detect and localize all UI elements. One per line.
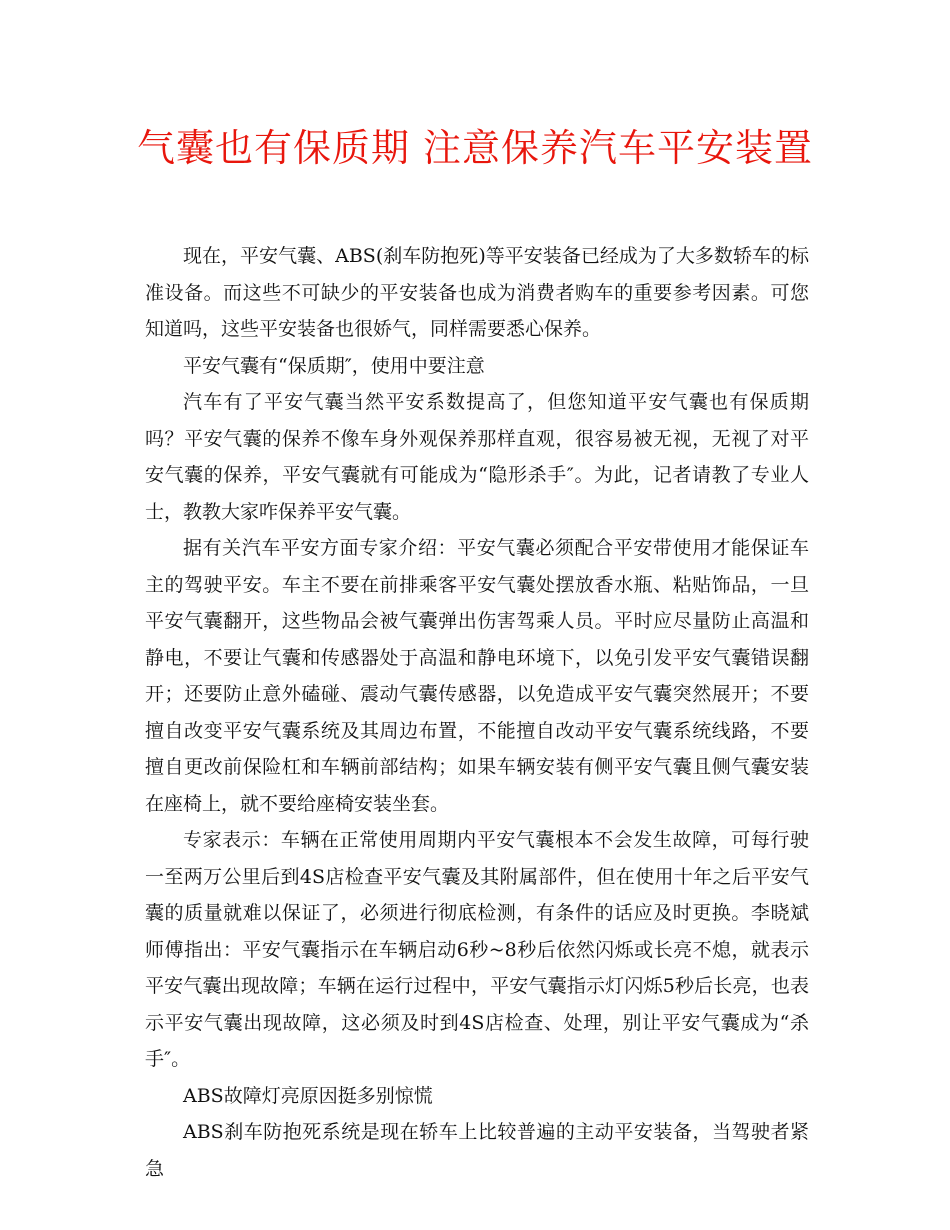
section-heading-airbag: 平安气囊有“保质期″，使用中要注意 xyxy=(183,354,485,377)
paragraph-airbag-shelf-life: 汽车有了平安气囊当然平安系数提高了，但您知道平安气囊也有保质期吗？平安气囊的保养不像车身外观保养那样直观，很容易被无视，无视了对平安气囊的保养，平安气囊就有可能成为“隐形杀手″。为此，记者请教了专业人士，教教大家咋保养平安气囊。 xyxy=(145,391,809,523)
paragraph-expert-advice: 据有关汽车平安方面专家介绍：平安气囊必须配合平安带使用才能保证车主的驾驶平安。车主不要在前排乘客平安气囊处摆放香水瓶、粘贴饰品，一旦平安气囊翻开，这些物品会被气囊弹出伤害驾乘人员。平时应尽量防止高温和静电，不要让气囊和传感器处于高温和静电环境下，以免引发平安气囊错误翻开；还要防止意外磕碰、震动气囊传感器，以免造成平安气囊突然展开；不要擅自改变平安气囊系统及其周边布置，不能擅自改动平安气囊系统线路，不要擅自更改前保险杠和车辆前部结构；如果车辆安装有侧平安气囊且侧气囊安装在座椅上，就不要给座椅安装坐套。 xyxy=(145,537,809,815)
document-body xyxy=(145,238,809,1187)
paragraph-intro: 现在，平安气囊、ABS(刹车防抱死)等平安装备已经成为了大多数轿车的标准设备。而这些不可缺少的平安装备也成为消费者购车的重要参考因素。可您知道吗，这些平安装备也很娇气，同样需要悉心保养。 xyxy=(145,245,809,340)
paragraph-abs-intro: ABS刹车防抱死系统是现在轿车上比较普遍的主动平安装备，当驾驶者紧急 xyxy=(145,1121,809,1180)
paragraph-expert-statement: 专家表示：车辆在正常使用周期内平安气囊根本不会发生故障，可每行驶一至两万公里后到4S店检查平安气囊及其附属部件，但在使用十年之后平安气囊的质量就难以保证了，必须进行彻底检测，有条件的话应及时更换。李晓斌师傅指出：平安气囊指示在车辆启动6秒~8秒后依然闪烁或长亮不熄，就表示平安气囊出现故障；车辆在运行过程中，平安气囊指示灯闪烁5秒后长亮，也表示平安气囊出现故障，这必须及时到4S店检查、处理，别让平安气囊成为“杀手″。 xyxy=(145,829,809,1070)
document-title: 气囊也有保质期 注意保养汽车平安装置 xyxy=(136,126,814,170)
section-heading-abs: ABS故障灯亮原因挺多别惊慌 xyxy=(183,1084,433,1107)
